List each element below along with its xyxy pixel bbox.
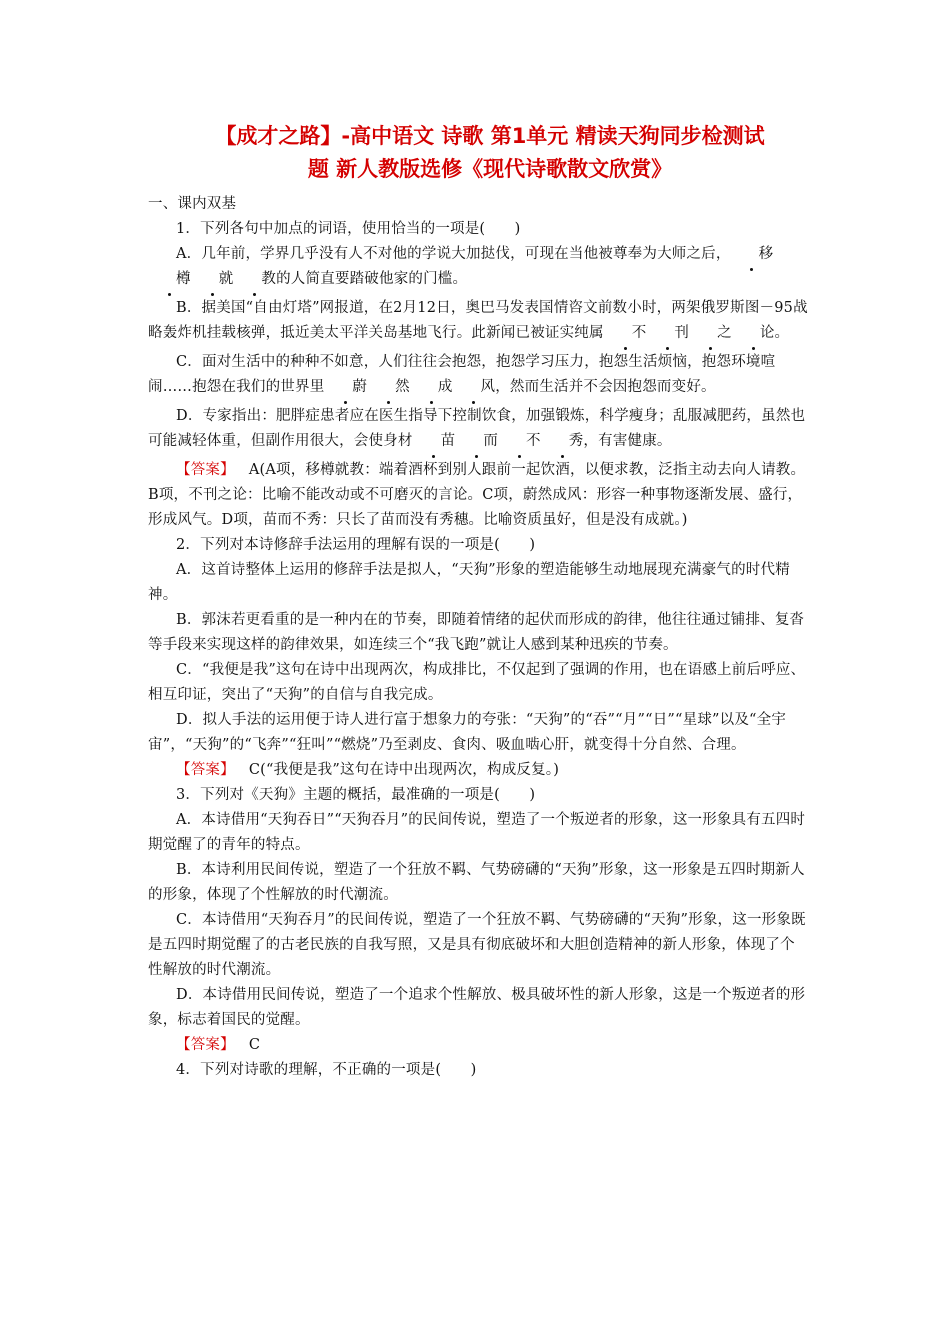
answer-label: 【答案】: [176, 1037, 235, 1053]
emphasis-char: 教: [233, 267, 276, 292]
title-line-2: 题 新人教版选修《现代诗歌散文欣赏》: [307, 157, 673, 181]
answer-label: 【答案】: [176, 762, 235, 778]
emphasis-char: 刊: [646, 321, 689, 346]
question-3-option-c: C．本诗借用“天狗吞月”的民间传说，塑造了一个狂放不羁、气势磅礴的“天狗”形象，这一形象既是五四时期觉醒了的古老民族的自我写照，又是具有彻底破坏和大胆创造精神的新人形象，体现了个性解放的时代潮流。: [148, 912, 806, 978]
option-text: C．面对生活中的种种不如意，人们往往会抱怨，抱怨学习压力，抱怨生活烦恼，抱怨环境喧闹……抱怨在我们的世界里: [148, 354, 776, 395]
question-1-stem: 1．下列各句中加点的词语，使用恰当的一项是( ): [176, 221, 521, 237]
emphasis-char: 然: [367, 375, 410, 400]
answer-text: C(“我便是我”这句在诗中出现两次，构成反复。): [248, 762, 560, 778]
emphasis-char: 秀: [541, 429, 584, 454]
option-text: D．专家指出：肥胖症患者应在医生指导下控制饮食，加强锻炼，科学瘦身；乱服减肥药，虽然也可能减轻体重，但副作用很大，会使身材: [148, 408, 806, 449]
emphasis-char: 樽: [148, 267, 191, 292]
question-3-option-b: B．本诗利用民间传说，塑造了一个狂放不羁、气势磅礴的“天狗”形象，这一形象是五四时期新人的形象，体现了个性解放的时代潮流。: [148, 862, 805, 903]
section-heading: 一、课内双基: [148, 196, 237, 212]
question-4-stem: 4．下列对诗歌的理解，不正确的一项是( ): [176, 1062, 477, 1078]
option-text: 。: [774, 325, 790, 341]
question-2-stem: 2．下列对本诗修辞手法运用的理解有误的一项是( ): [176, 537, 536, 553]
option-text: ，有害健康。: [583, 433, 672, 449]
emphasis-char: 成: [410, 375, 453, 400]
question-1-option-a: [148, 242, 808, 292]
dotted-phrase: [324, 379, 495, 395]
emphasis-char: 不: [498, 429, 541, 454]
emphasis-char: 不: [604, 321, 647, 346]
title-line-1: 【成才之路】-高中语文 诗歌 第1单元 精读天狗同步检测试: [215, 124, 765, 148]
question-3-option-d: D．本诗借用民间传说，塑造了一个追求个性解放、极具破坏性的新人形象，这是一个叛逆者的形象，标志着国民的觉醒。: [148, 987, 806, 1028]
question-2-option-b: B．郭沫若更看重的是一种内在的节奏，即随着情绪的起伏而形成的韵律，他往往通过铺排、复沓等手段来实现这样的韵律效果，如连续三个“我飞跑”就让人感到某种迅疾的节奏。: [148, 612, 805, 653]
answer-text: A(A项，移樽就教：端着酒杯到别人跟前一起饮酒，以便求教，泛指主动去向人请教。B项，不刊之论：比喻不能改动或不可磨灭的言论。C项，蔚然成风：形容一种事物逐渐发展、盛行，形成风气。D项，苗而不秀：只长了苗而没有秀穗。比喻资质虽好，但是没有成就。): [148, 462, 806, 528]
question-3-stem: 3．下列对《天狗》主题的概括，最准确的一项是( ): [176, 787, 536, 803]
question-2-option-a: A．这首诗整体上运用的修辞手法是拟人，“天狗”形象的塑造能够生动地展现充满豪气的时代精神。: [148, 562, 790, 603]
answer-text: C: [248, 1037, 261, 1053]
document-body: [148, 192, 808, 1083]
emphasis-char: 蔚: [324, 375, 367, 400]
dotted-phrase: [604, 325, 775, 341]
question-2-option-d: D．拟人手法的运用便于诗人进行富于想象力的夸张：“天狗”的“吞”“月”“日”“星球”以及“全宇宙”，“天狗”的“飞奔”“狂叫”“燃烧”乃至剥皮、食肉、吸血啮心肝，就变得十分自然、合理。: [148, 712, 787, 753]
option-text: 的人简直要踏破他家的门槛。: [276, 271, 468, 287]
emphasis-char: 之: [689, 321, 732, 346]
answer-label: 【答案】: [176, 462, 235, 478]
question-2-answer: [148, 758, 808, 783]
emphasis-char: 就: [191, 267, 234, 292]
emphasis-char: 论: [732, 321, 775, 346]
emphasis-char: 移: [731, 242, 774, 267]
option-text: A．几年前，学界几乎没有人不对他的学说大加挞伐，可现在当他被尊奉为大师之后，: [176, 246, 731, 262]
document-title: [140, 120, 840, 186]
option-text: ，然而生活并不会因抱怨而变好。: [495, 379, 716, 395]
option-text: B．据美国“自由灯塔”网报道，在2月12日，奥巴马发表国情咨文前数小时，两架俄罗斯图－95战略轰炸机挂载核弹，抵近美太平洋关岛基地飞行。此新闻已被证实纯属: [148, 300, 808, 341]
question-3-option-a: A．本诗借用“天狗吞日”“天狗吞月”的民间传说，塑造了一个叛逆者的形象，这一形象具有五四时期觉醒了的青年的特点。: [148, 812, 806, 853]
emphasis-char: 而: [455, 429, 498, 454]
question-1-option-b: [148, 296, 808, 346]
dotted-phrase: [413, 433, 584, 449]
question-1-option-c: [148, 350, 808, 400]
question-1-answer: [148, 458, 808, 533]
question-1-option-d: [148, 404, 808, 454]
question-2-option-c: C．“我便是我”这句在诗中出现两次，构成排比，不仅起到了强调的作用，也在语感上前后呼应、相互印证，突出了“天狗”的自信与自我完成。: [148, 662, 806, 703]
emphasis-char: 苗: [413, 429, 456, 454]
emphasis-char: 风: [453, 375, 496, 400]
question-3-answer: [148, 1033, 808, 1058]
